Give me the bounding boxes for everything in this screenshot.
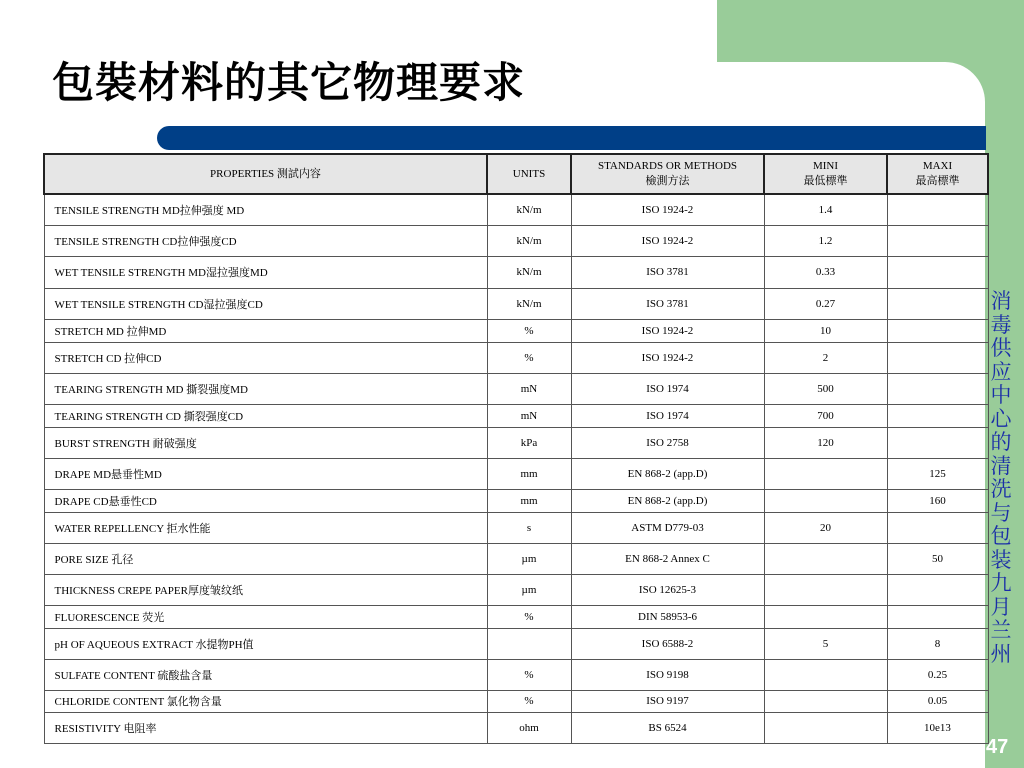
table-row xyxy=(44,512,988,543)
cell-property: TEARING STRENGTH CD 撕裂强度CD xyxy=(44,404,487,427)
cell-property: BURST STRENGTH 耐破强度 xyxy=(44,427,487,458)
cell-standard: ISO 9197 xyxy=(571,690,764,712)
cell-maxi xyxy=(887,427,988,458)
table-row xyxy=(44,574,988,605)
table-row xyxy=(44,373,988,404)
cell-mini xyxy=(764,659,887,690)
cell-mini: 0.27 xyxy=(764,288,887,319)
cell-maxi xyxy=(887,194,988,225)
header-mini-zh: 最低標準 xyxy=(803,175,848,187)
cell-standard: ISO 1924-2 xyxy=(571,225,764,256)
header-properties: PROPERTIES 测試内容 xyxy=(44,154,487,194)
cell-maxi xyxy=(887,288,988,319)
table-row xyxy=(44,427,988,458)
cell-maxi: 8 xyxy=(887,628,988,659)
header-standards-en: STANDARDS OR METHODS xyxy=(597,160,738,172)
header-mini xyxy=(764,154,887,194)
cell-property: CHLORIDE CONTENT 氯化物含量 xyxy=(44,690,487,712)
cell-property: TENSILE STRENGTH CD拉伸强度CD xyxy=(44,225,487,256)
cell-unit: kN/m xyxy=(487,194,571,225)
cell-unit xyxy=(487,628,571,659)
header-mini-en: MINI xyxy=(812,160,839,172)
cell-maxi xyxy=(887,404,988,427)
cell-property: DRAPE CD悬垂性CD xyxy=(44,489,487,512)
table-row xyxy=(44,605,988,628)
cell-property: WET TENSILE STRENGTH CD湿拉强度CD xyxy=(44,288,487,319)
cell-maxi xyxy=(887,373,988,404)
cell-property: pH OF AQUEOUS EXTRACT 水提物PH值 xyxy=(44,628,487,659)
cell-mini xyxy=(764,605,887,628)
cell-mini: 700 xyxy=(764,404,887,427)
cell-mini: 10 xyxy=(764,319,887,342)
table-row xyxy=(44,690,988,712)
header-maxi xyxy=(887,154,988,194)
title-underline-bar xyxy=(157,126,986,150)
cell-unit: mN xyxy=(487,404,571,427)
cell-mini: 20 xyxy=(764,512,887,543)
cell-property: STRETCH MD 拉伸MD xyxy=(44,319,487,342)
cell-unit: % xyxy=(487,690,571,712)
cell-mini xyxy=(764,712,887,743)
cell-unit: µm xyxy=(487,543,571,574)
cell-maxi: 0.25 xyxy=(887,659,988,690)
cell-mini xyxy=(764,690,887,712)
cell-mini: 2 xyxy=(764,342,887,373)
cell-property: FLUORESCENCE 荧光 xyxy=(44,605,487,628)
cell-maxi xyxy=(887,574,988,605)
cell-standard: ISO 12625-3 xyxy=(571,574,764,605)
table-row xyxy=(44,225,988,256)
cell-unit: % xyxy=(487,342,571,373)
cell-property: DRAPE MD悬垂性MD xyxy=(44,458,487,489)
properties-table xyxy=(43,153,989,744)
cell-property: TEARING STRENGTH MD 撕裂强度MD xyxy=(44,373,487,404)
cell-property: WATER REPELLENCY 拒水性能 xyxy=(44,512,487,543)
table-header-row xyxy=(44,154,988,194)
cell-standard: ISO 6588-2 xyxy=(571,628,764,659)
cell-mini xyxy=(764,574,887,605)
cell-mini: 500 xyxy=(764,373,887,404)
table-row xyxy=(44,458,988,489)
cell-standard: ISO 1924-2 xyxy=(571,194,764,225)
cell-maxi xyxy=(887,342,988,373)
cell-standard: ISO 2758 xyxy=(571,427,764,458)
cell-mini xyxy=(764,458,887,489)
cell-mini: 1.2 xyxy=(764,225,887,256)
cell-standard: EN 868-2 Annex C xyxy=(571,543,764,574)
cell-property: THICKNESS CREPE PAPER厚度皱纹纸 xyxy=(44,574,487,605)
slide-title: 包裝材料的其它物理要求 xyxy=(52,58,526,107)
cell-standard: ISO 1974 xyxy=(571,373,764,404)
cell-maxi xyxy=(887,225,988,256)
table-row xyxy=(44,404,988,427)
cell-standard: ASTM D779-03 xyxy=(571,512,764,543)
cell-property: RESISTIVITY 电阻率 xyxy=(44,712,487,743)
cell-unit: % xyxy=(487,659,571,690)
cell-mini: 5 xyxy=(764,628,887,659)
cell-standard: ISO 1974 xyxy=(571,404,764,427)
side-vertical-label: 消毒供应中心的清洗与包装 九月兰州 xyxy=(990,289,1012,666)
cell-unit: % xyxy=(487,605,571,628)
cell-standard: ISO 9198 xyxy=(571,659,764,690)
cell-maxi xyxy=(887,512,988,543)
cell-unit: mm xyxy=(487,489,571,512)
table-row xyxy=(44,319,988,342)
cell-property: STRETCH CD 拉伸CD xyxy=(44,342,487,373)
cell-property: PORE SIZE 孔径 xyxy=(44,543,487,574)
header-units: UNITS xyxy=(487,154,571,194)
cell-unit: µm xyxy=(487,574,571,605)
cell-maxi xyxy=(887,256,988,288)
cell-standard: ISO 3781 xyxy=(571,256,764,288)
cell-maxi xyxy=(887,319,988,342)
table-row xyxy=(44,628,988,659)
cell-maxi: 50 xyxy=(887,543,988,574)
cell-unit: kN/m xyxy=(487,288,571,319)
cell-standard: EN 868-2 (app.D) xyxy=(571,458,764,489)
cell-unit: % xyxy=(487,319,571,342)
table-row xyxy=(44,489,988,512)
header-maxi-zh: 最高標準 xyxy=(915,175,960,187)
cell-unit: kPa xyxy=(487,427,571,458)
cell-unit: s xyxy=(487,512,571,543)
cell-standard: ISO 1924-2 xyxy=(571,342,764,373)
table-body xyxy=(44,194,988,743)
cell-standard: BS 6524 xyxy=(571,712,764,743)
table-row xyxy=(44,342,988,373)
cell-mini: 1.4 xyxy=(764,194,887,225)
cell-mini xyxy=(764,543,887,574)
header-standards xyxy=(571,154,764,194)
cell-unit: mN xyxy=(487,373,571,404)
table-row xyxy=(44,712,988,743)
table-row xyxy=(44,543,988,574)
cell-property: SULFATE CONTENT 硫酸盐含量 xyxy=(44,659,487,690)
table-row xyxy=(44,194,988,225)
cell-standard: ISO 3781 xyxy=(571,288,764,319)
page-number: 47 xyxy=(986,736,1009,758)
cell-maxi: 125 xyxy=(887,458,988,489)
cell-unit: kN/m xyxy=(487,256,571,288)
cell-mini: 120 xyxy=(764,427,887,458)
properties-table-container xyxy=(43,153,987,744)
table-row xyxy=(44,288,988,319)
table-row xyxy=(44,256,988,288)
cell-maxi xyxy=(887,605,988,628)
header-standards-zh: 檢測方法 xyxy=(645,175,690,187)
cell-property: WET TENSILE STRENGTH MD湿拉强度MD xyxy=(44,256,487,288)
cell-mini: 0.33 xyxy=(764,256,887,288)
cell-standard: DIN 58953-6 xyxy=(571,605,764,628)
cell-standard: EN 868-2 (app.D) xyxy=(571,489,764,512)
cell-unit: mm xyxy=(487,458,571,489)
cell-standard: ISO 1924-2 xyxy=(571,319,764,342)
header-maxi-en: MAXI xyxy=(922,160,953,172)
cell-maxi: 0.05 xyxy=(887,690,988,712)
cell-maxi: 10e13 xyxy=(887,712,988,743)
cell-maxi: 160 xyxy=(887,489,988,512)
cell-unit: ohm xyxy=(487,712,571,743)
cell-property: TENSILE STRENGTH MD拉伸强度 MD xyxy=(44,194,487,225)
cell-unit: kN/m xyxy=(487,225,571,256)
cell-mini xyxy=(764,489,887,512)
table-row xyxy=(44,659,988,690)
